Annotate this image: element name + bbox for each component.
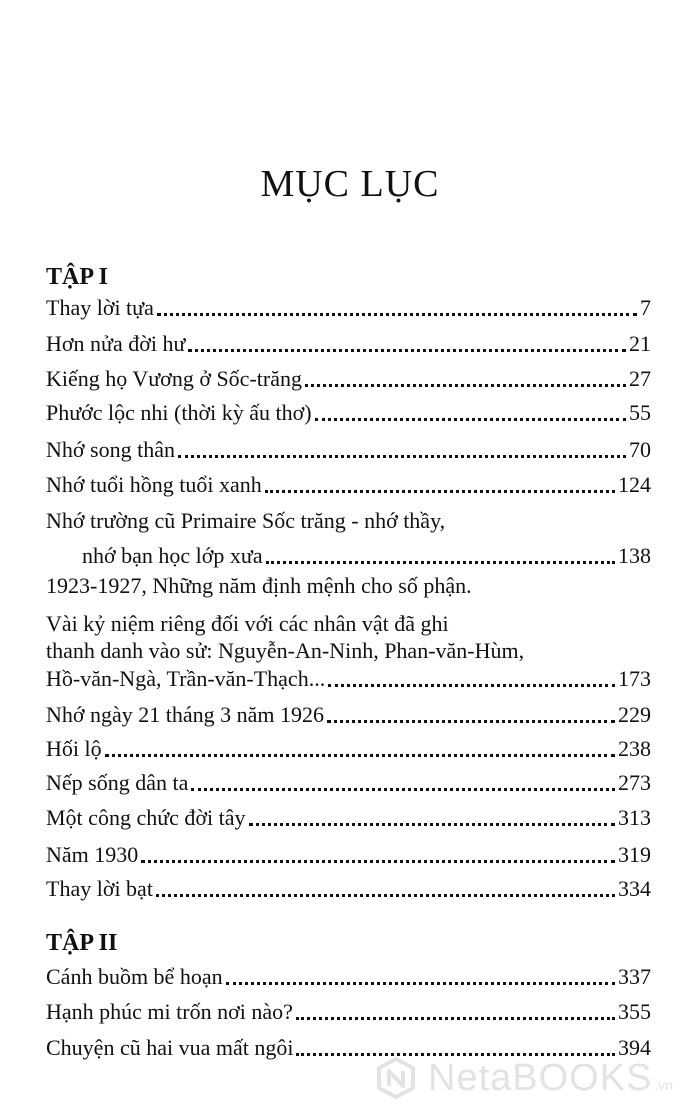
- toc-entry-title: Một công chức đời tây: [46, 805, 246, 830]
- toc-entry-title: Nhớ tuổi hồng tuổi xanh: [46, 472, 262, 497]
- toc-entry-title-line-2: thanh danh vào sử: Nguyễn-An-Ninh, Phan-văn-Hùm,: [46, 638, 525, 663]
- toc-entry-page: 229: [618, 702, 651, 727]
- toc-entry-page: 313: [618, 805, 651, 830]
- toc-entry: [82, 541, 651, 571]
- dot-leader: [105, 754, 615, 757]
- section-heading-volume-2: TẬP II: [46, 930, 118, 956]
- dot-leader: [226, 982, 615, 985]
- toc-entry-title: Kiếng họ Vương ở Sốc-trăng: [46, 366, 302, 391]
- toc-entry-title-line-2: nhớ bạn học lớp xưa: [82, 543, 263, 568]
- toc-entry: [46, 962, 651, 992]
- dot-leader: [305, 384, 626, 387]
- toc-entry: [46, 364, 651, 394]
- toc-entry-page: 138: [618, 543, 651, 568]
- toc-entry-page: 334: [618, 876, 651, 901]
- toc-entry-title: Cánh buồm bể hoạn: [46, 964, 223, 989]
- dot-leader: [266, 561, 615, 564]
- dot-leader: [327, 720, 615, 723]
- toc-entry-page: 337: [618, 964, 651, 989]
- dot-leader: [265, 490, 615, 493]
- toc-entry-title: Hạnh phúc mi trốn nơi nào?: [46, 999, 293, 1024]
- toc-entry: [46, 664, 651, 694]
- toc-entry-title: Nếp sống dân ta: [46, 770, 189, 795]
- toc-entry-title: Thay lời bạt: [46, 876, 153, 901]
- toc-entry-page: 27: [629, 366, 651, 391]
- toc-entry-page: 273: [618, 770, 651, 795]
- toc-entry-title: Năm 1930: [46, 842, 139, 867]
- watermark-tld: .vn: [654, 1077, 674, 1093]
- dot-leader: [191, 788, 615, 791]
- toc-entry-title: Nhớ song thân: [46, 437, 175, 462]
- toc-entry-page: 173: [618, 666, 651, 691]
- toc-entry-page: 7: [640, 295, 651, 320]
- toc-entry-page: 124: [618, 472, 651, 497]
- dot-leader: [156, 894, 615, 897]
- toc-entry-title: Nhớ ngày 21 tháng 3 năm 1926: [46, 702, 325, 727]
- toc-entry-title-line-3: Hồ-văn-Ngà, Trần-văn-Thạch...: [46, 666, 326, 691]
- toc-entry-title: Phước lộc nhi (thời kỳ ấu thơ): [46, 400, 312, 425]
- toc-entry: [46, 293, 651, 323]
- toc-entry-title: Hơn nửa đời hư: [46, 331, 186, 356]
- watermark-brand: NetaBOOKS: [428, 1056, 653, 1099]
- dot-leader: [328, 684, 615, 687]
- section-heading-volume-1: TẬP I: [46, 264, 109, 290]
- toc-entry-page: 319: [618, 842, 651, 867]
- toc-entry-title: Chuyện cũ hai vua mất ngôi: [46, 1035, 294, 1060]
- toc-entry-title: 1923-1927, Những năm định mệnh cho số phận.: [46, 573, 472, 598]
- toc-entry-page: 355: [618, 999, 651, 1024]
- toc-entry-title: Thay lời tựa: [46, 295, 154, 320]
- dot-leader: [178, 455, 626, 458]
- toc-entry: [46, 470, 651, 500]
- toc-entry-title-line-1: Vài kỷ niệm riêng đối với các nhân vật đã ghi: [46, 611, 449, 636]
- toc-entry-page: 21: [629, 331, 651, 356]
- watermark: [374, 1048, 684, 1108]
- dot-leader: [249, 823, 615, 826]
- dot-leader: [315, 418, 626, 421]
- toc-entry-page: 238: [618, 736, 651, 761]
- dot-leader: [157, 313, 637, 316]
- page-title: MỤC LỤC: [260, 163, 440, 205]
- toc-entry: [46, 840, 651, 870]
- toc-entry-page: 70: [629, 437, 651, 462]
- toc-entry: [46, 803, 651, 833]
- toc-entry: [46, 435, 651, 465]
- toc-entry: [46, 398, 651, 428]
- toc-entry: [46, 768, 651, 798]
- toc-entry: [46, 734, 651, 764]
- toc-entry: [46, 997, 651, 1027]
- brand-logo-icon: [374, 1056, 418, 1100]
- toc-entry: [46, 329, 651, 359]
- toc-entry-title-line-1: Nhớ trường cũ Primaire Sốc trăng - nhớ thầy,: [46, 508, 446, 533]
- toc-entry-title: Hối lộ: [46, 736, 102, 761]
- dot-leader: [141, 860, 615, 863]
- toc-entry: [46, 874, 651, 904]
- toc-entry-page: 394: [618, 1035, 651, 1060]
- toc-entry: [46, 700, 651, 730]
- dot-leader: [296, 1017, 615, 1020]
- toc-entry-page: 55: [629, 400, 651, 425]
- dot-leader: [188, 349, 626, 352]
